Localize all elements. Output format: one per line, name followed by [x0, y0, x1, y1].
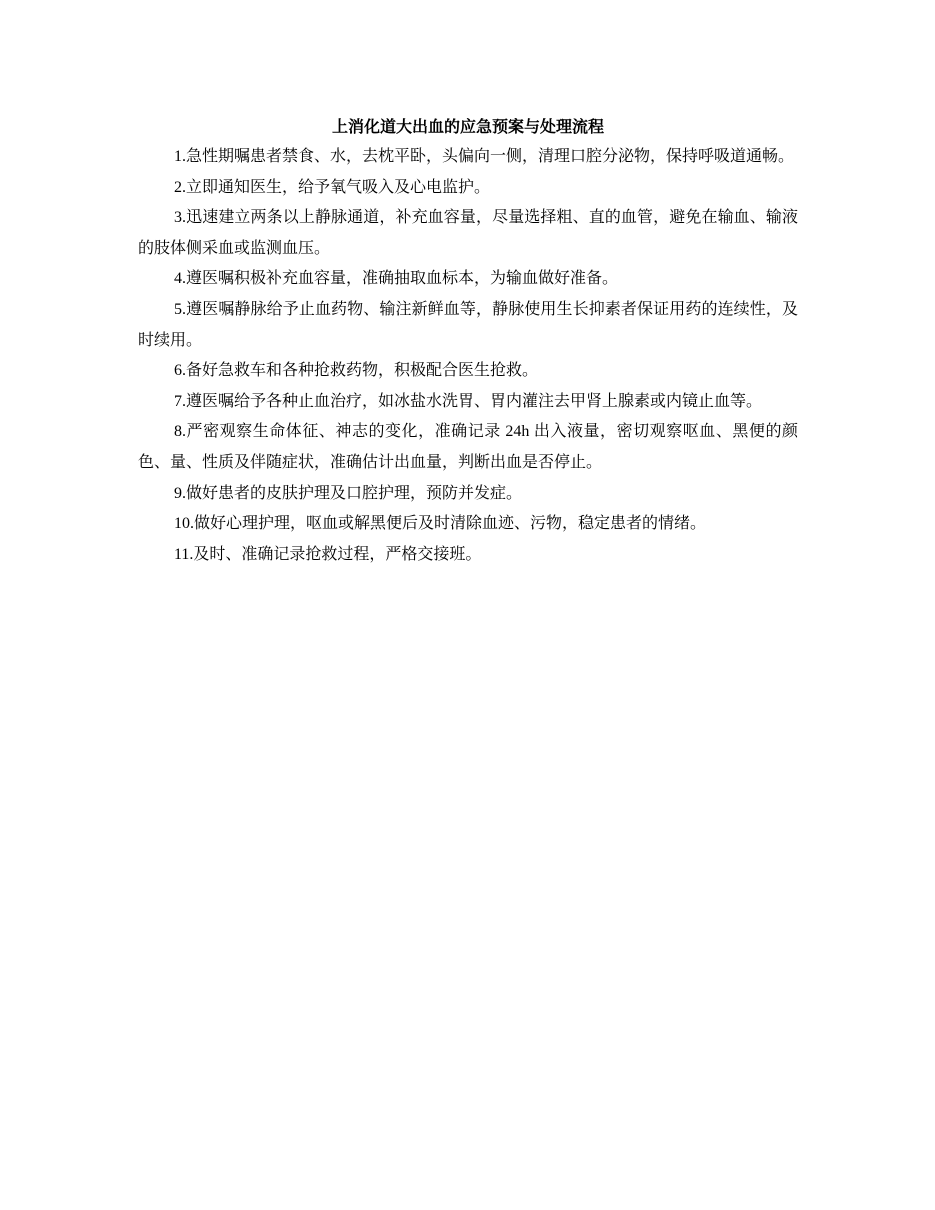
step-item: 4.遵医嘱积极补充血容量，准确抽取血标本，为输血做好准备。: [174, 270, 619, 288]
step-item: 11.及时、准确记录抢救过程，严格交接班。: [174, 545, 482, 563]
document-title: 上消化道大出血的应急预案与处理流程: [331, 117, 604, 136]
step-item: 8.严密观察生命体征、神志的变化，准确记录 24h 出入液量，密切观察呕血、黑便的颜色、量、性质及伴随症状，准确估计出血量，判断出血是否停止。: [138, 423, 798, 471]
step-item: 6.备好急救车和各种抢救药物，积极配合医生抢救。: [174, 362, 539, 380]
step-item: 1.急性期嘱患者禁食、水，去枕平卧，头偏向一侧，清理口腔分泌物，保持呼吸道通畅。: [174, 148, 795, 165]
step-item: 2.立即通知医生，给予氧气吸入及心电监护。: [174, 178, 491, 196]
step-item: 10.做好心理护理，呕血或解黑便后及时清除血迹、污物，稳定患者的情绪。: [174, 515, 707, 533]
step-item: 7.遵医嘱给予各种止血治疗，如冰盐水洗胃、胃内灌注去甲肾上腺素或内镜止血等。: [174, 392, 763, 410]
step-item: 3.迅速建立两条以上静脉通道，补充血容量，尽量选择粗、直的血管，避免在输血、输液的肢体侧采血或监测血压。: [138, 209, 798, 257]
step-item: 9.做好患者的皮肤护理及口腔护理，预防并发症。: [174, 484, 523, 502]
document-page: [138, 114, 798, 570]
step-item: 5.遵医嘱静脉给予止血药物、输注新鲜血等，静脉使用生长抑素者保证用药的连续性，及时续用。: [138, 300, 798, 349]
